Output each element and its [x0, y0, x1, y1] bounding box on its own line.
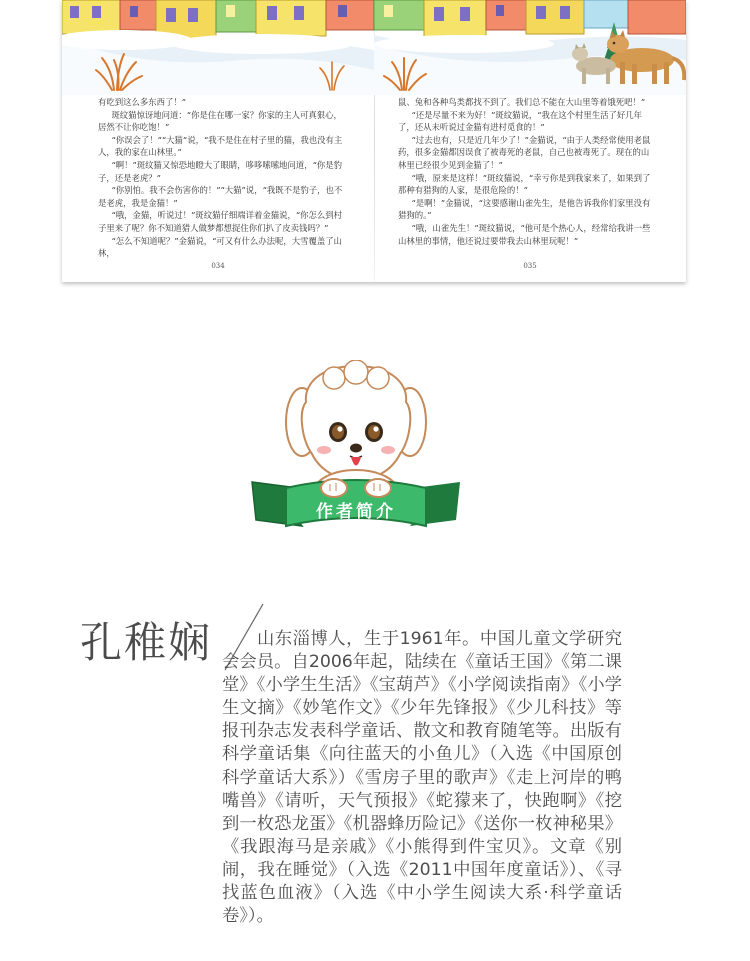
paragraph: “过去也有，只是近几年少了！”金猫说，“由于人类经常使用老鼠药，很多金猫都因误食了被毒死的老鼠，自己也被毒死了。现在的山林里已经很少见到金猫了！”: [398, 134, 651, 170]
paragraph: “哦，山雀先生！”斑纹猫说，“他可是个热心人，经常给我讲一些山林里的事情，他还说过要带我去山林里玩呢！”: [398, 222, 651, 246]
village-illustration-left: [62, 0, 374, 95]
paragraph: 有吃到这么多东西了！”: [98, 97, 187, 107]
author-name: 孔稚娴: [80, 618, 213, 667]
paragraph: “哦，原来是这样！”斑纹猫说，“幸亏你是到我家来了，如果到了那种有猎狗的人家，是很危险的！”: [398, 172, 651, 196]
paragraph: “还是尽量不来为好！”斑纹猫说，“我在这个村里生活了好几年了，还从未听说过金猫有进村觅食的！”: [398, 109, 643, 133]
village-illustration-right: [374, 0, 686, 95]
paragraph: “怎么不知道呢？”金猫说，“可又有什么办法呢，大雪覆盖了山林，: [98, 235, 343, 259]
paragraph: 斑纹猫惊讶地问道：“你是住在哪一家？你家的主人可真狠心，居然不让你吃饱！”: [98, 109, 342, 133]
paragraph: “你误会了！”“大猫”说，“我不是住在村子里的猫，我也没有主人，我的家在山林里。”: [98, 134, 343, 158]
left-page: [62, 0, 374, 282]
paragraph: “你别怕。我不会伤害你的！”“大猫”说，“我既不是豹子，也不是老虎，我是金猫！”: [98, 185, 343, 208]
book-spread: [62, 0, 686, 282]
right-page: [374, 0, 686, 282]
paragraph: “啊！”斑纹猫又惊恐地瞪大了眼睛，哆哆嗦嗦地问道，“你是豹子，还是老虎？”: [98, 159, 343, 183]
right-page-text: [398, 96, 656, 247]
left-page-text: [98, 96, 350, 260]
banner-label: 作者简介: [316, 502, 396, 522]
puppy-mascot-banner: [246, 360, 466, 560]
page-number: 035: [523, 262, 537, 270]
author-bio: 山东淄博人，生于1961年。中国儿童文学研究会会员。自2006年起，陆续在《童话王国》《第二课堂》《小学生生活》《宝葫芦》《小学阅读指南》《小学生文摘》《妙笔作文》《少年先锋报》《少儿科技》等报刊杂志发表科学童话、散文和教育随笔等。出版有科学童话集《向往蓝天的小鱼儿》（入选《中国原创科学童话大系》）《雪房子里的歌声》《走上河岸的鸭嘴兽》《请听，天气预报》《蛇獴来了，快跑啊》《挖到一枚恐龙蛋》《机器蜂历险记》《送你一枚神秘果》《我跟海马是亲戚》《小熊得到件宝贝》。文章《别闹，我在睡觉》（入选《2011中国年度童话》）、《寻找蓝色血液》（入选《中小学生阅读大系·科学童话卷》）。: [222, 629, 622, 927]
paragraph: “是啊！”金猫说，“这要感谢山雀先生，是他告诉我你们家里没有猎狗的。”: [398, 197, 651, 221]
page-number: 034: [211, 262, 225, 270]
paragraph: 鼠、兔和各种鸟类都找不到了。我们总不能在大山里等着饿死吧！”: [398, 97, 646, 107]
paragraph: “哦，金猫，听说过！”斑纹猫仔细端详着金猫说，“你怎么到村子里来了呢？你不知道猎人做梦都想捉住你们扒了皮卖钱吗？”: [98, 210, 343, 233]
